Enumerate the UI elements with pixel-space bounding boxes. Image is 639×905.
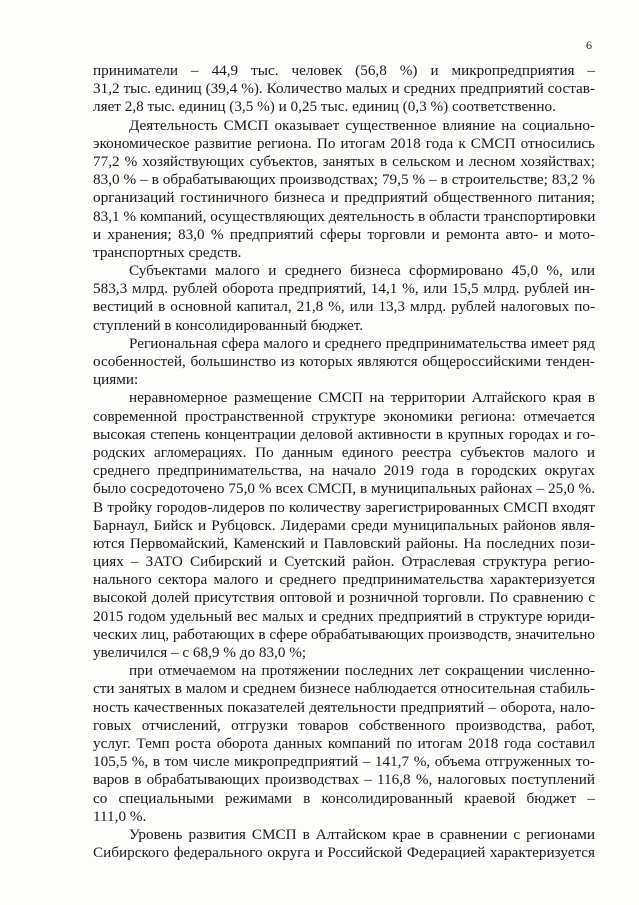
text-line: ются Первомайский, Каменский и Павловский районы. На последних пози- [93, 534, 595, 552]
text-line: 83,0 % – в обрабатывающих производствах; 79,5 % – в строительстве; 83,2 % [93, 171, 595, 189]
text-line: 583,3 млрд. рублей оборота предприятий, 14,1 %, или 15,5 млрд. рублей ин- [93, 280, 595, 298]
text-line: приниматели – 44,9 тыс. человек (56,8 %) и микропредприятия – [93, 62, 595, 79]
text-line: экономическое развитие региона. По итогам 2018 года к СМСП относились [93, 134, 595, 152]
text-line: сти занятых в малом и среднем бизнесе наблюдается относительная стабиль- [93, 680, 595, 698]
text-line: ступлений в консолидированный бюджет. [93, 316, 364, 334]
text-line: Региональная сфера малого и среднего предпринимательства имеет ряд [129, 334, 595, 352]
text-line: циях – ЗАТО Сибирский и Суетский район. Отраслевая структура регио- [93, 553, 595, 571]
body-text [93, 62, 595, 862]
text-line: Субъектами малого и среднего бизнеса сформировано 45,0 %, или [129, 262, 595, 280]
paragraph [93, 662, 595, 826]
text-line: современной пространственной структуре экономики региона: отмечается [93, 407, 595, 425]
text-line: при отмечаемом на протяжении последних лет сокращении численно- [129, 662, 595, 680]
text-line: организаций гостиничного бизнеса и предприятий общественного питания; [93, 189, 595, 207]
text-line: ность качественных показателей деятельности предприятий – оборота, нало- [93, 698, 595, 716]
text-line: было сосредоточено 75,0 % всех СМСП, в муниципальных районах – 25,0 %. [93, 480, 595, 498]
text-line: ческих лиц, работающих в сфере обрабатывающих производств, значительно [93, 625, 596, 643]
text-line: варов в обрабатывающих производствах – 116,8 %, налоговых поступлений [93, 771, 595, 789]
text-line: родских агломерациях. По данным единого реестра субъектов малого и [93, 443, 595, 461]
paragraph [93, 335, 595, 390]
text-line: 105,5 %, в том числе микропредприятий – 141,7 %, объема отгруженных то- [93, 753, 595, 771]
text-line: циями: [93, 371, 139, 389]
text-line: увеличился – с 68,9 % до 83,0 %; [93, 644, 307, 661]
text-line: высокой долей присутствия оптовой и розничной торговли. По сравнению с [93, 589, 595, 607]
text-line: высокая степень концентрации деловой активности в крупных городах и го- [93, 425, 595, 443]
text-line: В тройку городов-лидеров по количеству зарегистрированных СМСП входят [93, 498, 595, 516]
text-line: говых отчислений, отгрузки товаров собственного производства, работ, [93, 716, 595, 734]
text-line: транспортных средств. [93, 243, 242, 261]
text-line: ляет 2,8 тыс. единиц (3,5 %) и 0,25 тыс. единиц (0,3 %) соответственно. [93, 98, 556, 116]
text-line: Деятельность СМСП оказывает существенное влияние на социально- [129, 116, 595, 134]
text-line: Барнаул, Бийск и Рубцовск. Лидерами среди муниципальных районов явля- [93, 516, 595, 534]
text-line: Уровень развития СМСП в Алтайском крае в сравнении с регионами [129, 825, 595, 843]
text-line: среднего предпринимательства, на начало 2019 года в городских округах [93, 462, 595, 480]
text-line: нального сектора малого и среднего предпринимательства характеризуется [93, 571, 595, 589]
text-line: услуг. Темп роста оборота данных компаний по итогам 2018 года составил [93, 734, 595, 752]
paragraph [93, 62, 595, 117]
text-line: 111,0 %. [93, 807, 147, 825]
text-line: 83,1 % компаний, осуществляющих деятельность в области транспортировки [93, 207, 596, 225]
text-line: и хранения; 83,0 % предприятий сферы торговли и ремонта авто- и мото- [93, 225, 595, 243]
paragraph [93, 117, 595, 263]
paragraph [93, 262, 595, 335]
paragraph [93, 826, 595, 862]
text-line: 31,2 тыс. единиц (39,4 %). Количество малых и средних предприятий состав- [93, 80, 595, 98]
text-line: особенностей, большинство из которых являются общероссийскими тенден- [93, 353, 595, 370]
paragraph [93, 389, 595, 662]
text-line: вестиций в основной капитал, 21,8 %, или 13,3 млрд. рублей налоговых по- [93, 298, 595, 316]
page-number: 6 [586, 38, 592, 52]
text-line: 77,2 % хозяйствующих субъектов, занятых в сельском и лесном хозяйствах; [93, 152, 595, 170]
text-line: неравномерное размещение СМСП на территории Алтайского края в [129, 389, 595, 407]
text-line: со специальными режимами в консолидированный краевой бюджет – [93, 789, 595, 807]
text-line: Сибирского федерального округа и Российской Федерацией характеризуется [93, 844, 595, 862]
text-line: 2015 годом удельный вес малых и средних предприятий в структуре юриди- [93, 607, 595, 625]
